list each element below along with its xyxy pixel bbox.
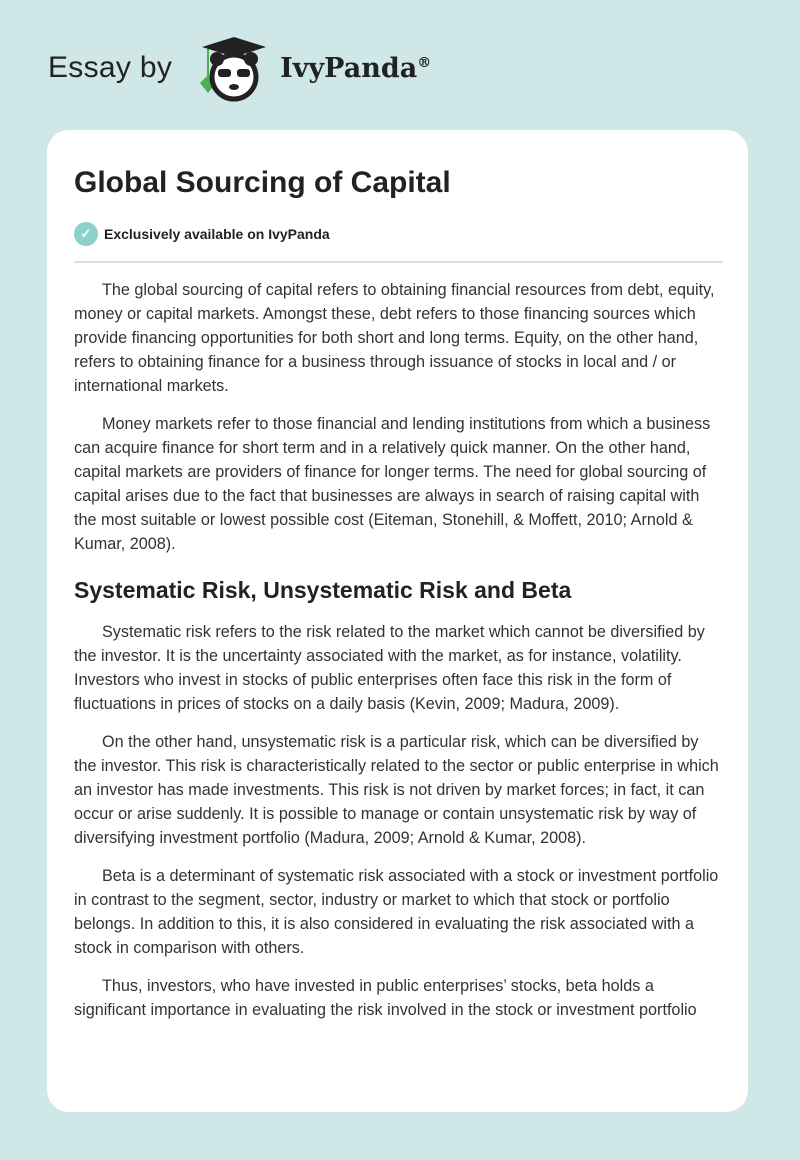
site-header [48, 28, 431, 108]
exclusive-badge [74, 222, 330, 246]
page-title: Global Sourcing of Capital [74, 166, 451, 199]
brand-name[interactable]: IvyPanda® [280, 52, 432, 84]
panda-logo-icon [184, 33, 274, 103]
paragraph: Money markets refer to those financial and lending institutions from which a business can acquire finance for short term and in a relatively quick manner. On the other hand, capital markets are providers of finance for longer terms. The need for global sourcing of capital arises due to the fact that businesses are always in search of raising capital with the most suitable or lowest possible cost (Eiteman, Stonehill, & Moffett, 2010; Arnold & Kumar, 2008). [74, 415, 711, 553]
paragraph: On the other hand, unsystematic risk is a particular risk, which can be diversified by the investor. This risk is characteristically related to the sector or public enterprise in which an investor has made investments. This risk is not driven by market forces; in fact, it can occur or arise suddenly. It is possible to manage or contain unsystematic risk by way of diversifying investment portfolio (Madura, 2009; Arnold & Kumar, 2008). [74, 733, 719, 847]
section-heading: Systematic Risk, Unsystematic Risk and Beta [74, 577, 572, 603]
check-icon: ✓ [74, 222, 98, 246]
paragraph: The global sourcing of capital refers to obtaining financial resources from debt, equity, money or capital markets. Amongst these, debt refers to those financing sources which provide financing opportunities for both short and long terms. Equity, on the other hand, refers to obtaining finance for a business through issuance of stocks in local and / or international markets. [74, 281, 715, 395]
essay-card [47, 130, 748, 1112]
essay-by-label: Essay by [48, 51, 173, 84]
essay-body [74, 278, 723, 1036]
paragraph: Beta is a determinant of systematic risk associated with a stock or investment portfolio in contrast to the segment, sector, industry or market to which that stock or portfolio belongs. In addition to this, it is also considered in evaluating the risk associated with a stock in comparison with others. [74, 867, 719, 957]
paragraph: Systematic risk refers to the risk related to the market which cannot be diversified by the investor. It is the uncertainty associated with the market, as for instance, volatility. Investors who invest in stocks of public enterprises often face this risk in the form of fluctuations in prices of stocks on a daily basis (Kevin, 2009; Madura, 2009). [74, 623, 705, 713]
paragraph: Thus, investors, who have invested in public enterprises’ stocks, beta holds a significant importance in evaluating the risk involved in the stock or investment portfolio [74, 977, 697, 1019]
divider [74, 261, 723, 263]
badge-label: Exclusively available on IvyPanda [104, 226, 330, 242]
